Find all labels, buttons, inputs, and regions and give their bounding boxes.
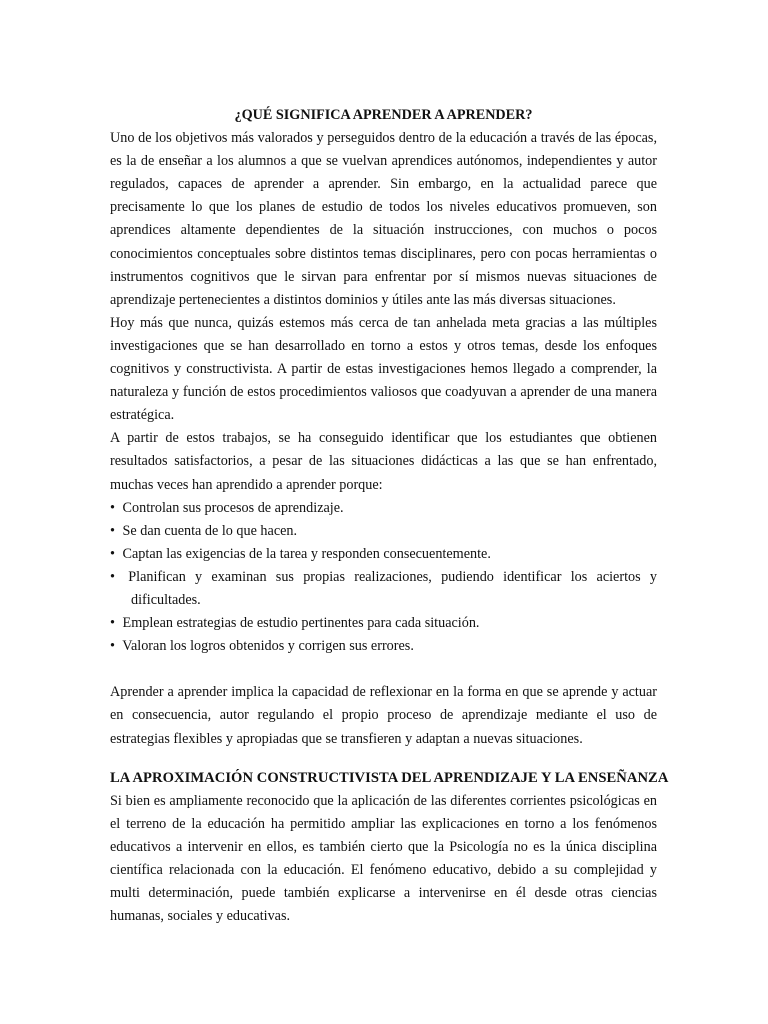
document-page — [110, 104, 669, 928]
bullet-icon: • — [110, 545, 115, 562]
list-item — [110, 566, 657, 612]
bullet-icon: • — [110, 638, 115, 655]
bullet-icon: • — [110, 615, 115, 632]
paragraph-constructivist: Si bien es ampliamente reconocido que la aplicación de las diferentes corrientes psicológicas en el terreno de la educación ha permitido ampliar las explicaciones en torno a los fenómenos educativos a intervenir en ellos, es también cierto que la Psicología no es la única disciplina científica relacionada con la educación. El fenómeno educativo, debido a su complejidad y multi determinación, puede también explicarse a intervenirse en él desde otras ciencias humanas, sociales y educativas. — [110, 792, 657, 925]
list-item-text: Valoran los logros obtenidos y corrigen sus errores. — [122, 638, 414, 655]
list-item — [110, 635, 657, 658]
list-item-text: Se dan cuenta de lo que hacen. — [122, 522, 298, 539]
paragraph-investigations: Hoy más que nunca, quizás estemos más cerca de tan anhelada meta gracias a las múltiples investigaciones que se han desarrollado en torno a estos y otros temas, desde los enfoques cognitivos y constructivista. A partir de estas investigaciones hemos llegado a comprender, la naturaleza y función de estos procedimientos valiosos que coadyuvan a aprender de una manera estratégica. — [110, 314, 657, 424]
blank-line — [110, 751, 657, 767]
document-title: ¿QUÉ SIGNIFICA APRENDER A APRENDER? — [234, 107, 533, 123]
bullet-icon: • — [110, 568, 115, 585]
section-heading: LA APROXIMACIÓN CONSTRUCTIVISTA DEL APRENDIZAJE Y LA ENSEÑANZA — [110, 769, 669, 786]
list-item — [110, 612, 657, 635]
list-item-text: Controlan sus procesos de aprendizaje. — [122, 499, 344, 516]
list-item-text: Emplean estrategias de estudio pertinentes para cada situación. — [122, 615, 480, 632]
paragraph-findings: A partir de estos trabajos, se ha conseguido identificar que los estudiantes que obtienen resultados satisfactorios, a pesar de las situaciones didácticas a las que se han enfrentado, muchas veces han aprendido a aprender porque: — [110, 430, 657, 493]
list-item — [110, 543, 657, 566]
list-item — [110, 497, 657, 520]
paragraph-learning-to-learn: Aprender a aprender implica la capacidad de reflexionar en la forma en que se aprende y actuar en consecuencia, autor regulando el propio proceso de aprendizaje mediante el uso de estrategias flexibles y apropiadas que se transfieren y adaptan a nuevas situaciones. — [110, 684, 657, 747]
learning-bullet-list — [110, 497, 657, 659]
bullet-icon: • — [110, 522, 115, 539]
paragraph-objectives: Uno de los objetivos más valorados y perseguidos dentro de la educación a través de las épocas, es la de enseñar a los alumnos a que se vuelvan aprendices autónomos, independientes y autor regulados, capaces de aprender a aprender. Sin embargo, en la actualidad parece que precisamente lo que los planes de estudio de todos los niveles educativos promueven, son aprendices altamente dependientes de la situación instrucciones, con muchos o pocos conocimientos conceptuales sobre distintos temas disciplinares, pero con pocas herramientas o instrumentos cognitivos que le sirvan para enfrentar por sí mismos nuevas situaciones de aprendizaje pertenecientes a distintos dominios y útiles ante las más diversas situaciones. — [110, 130, 657, 308]
list-item — [110, 520, 657, 543]
blank-line — [110, 658, 657, 681]
list-item-text: Planifican y examinan sus propias realizaciones, pudiendo identificar los aciertos y dificultades. — [128, 568, 657, 608]
bullet-icon: • — [110, 499, 115, 516]
list-item-text: Captan las exigencias de la tarea y responden consecuentemente. — [122, 545, 491, 562]
